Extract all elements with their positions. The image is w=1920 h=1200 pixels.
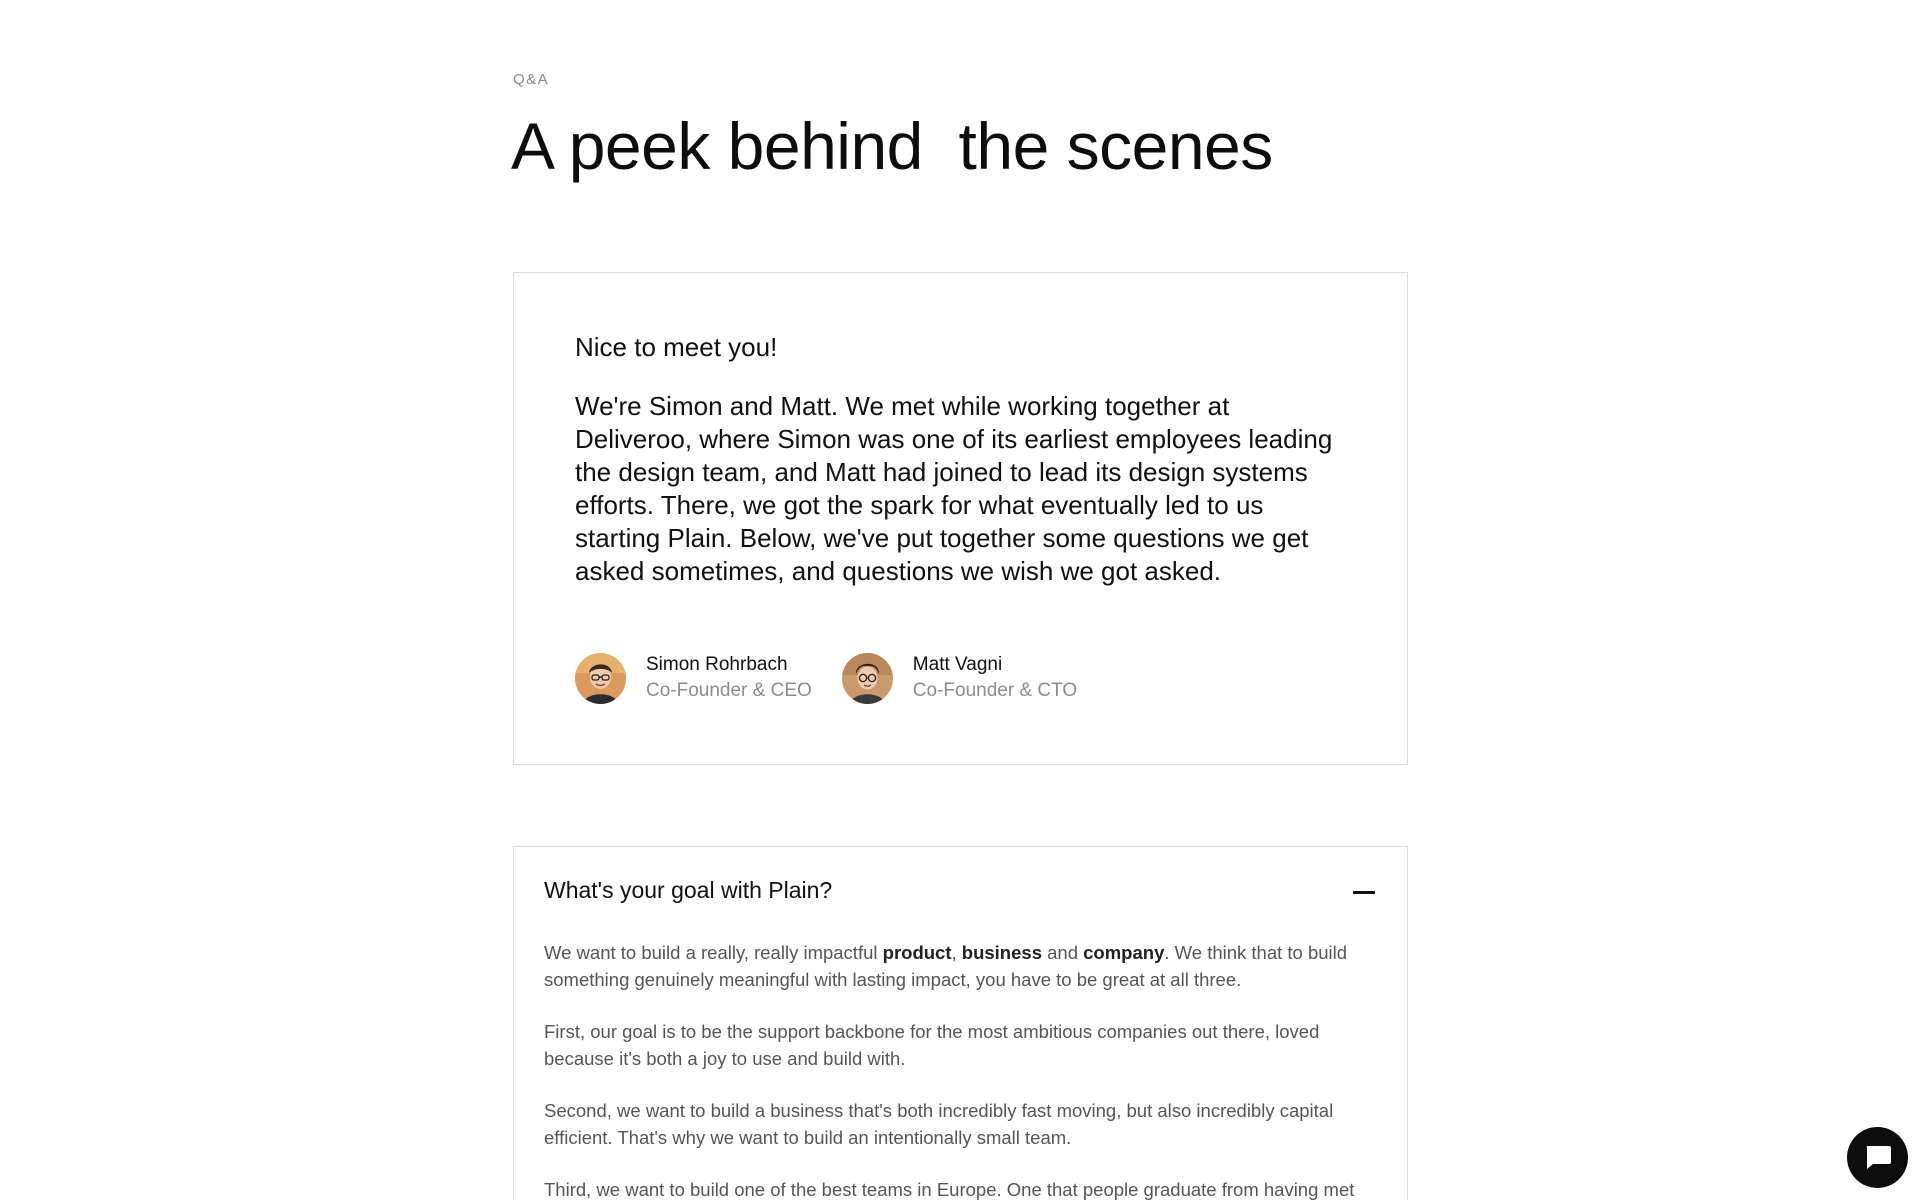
founders-list bbox=[575, 652, 1077, 704]
faq-item bbox=[513, 846, 1408, 1200]
answer-bold-company: company bbox=[1083, 942, 1165, 963]
page-title: A peek behind the scenes bbox=[511, 109, 1273, 183]
avatar bbox=[842, 653, 893, 704]
answer-paragraph bbox=[544, 939, 1384, 993]
founder-info bbox=[913, 652, 1077, 704]
answer-text: , bbox=[951, 942, 962, 963]
section-eyebrow: Q&A bbox=[513, 71, 550, 88]
founder-name: Matt Vagni bbox=[912, 654, 1003, 675]
chat-bubble-icon bbox=[1864, 1145, 1892, 1171]
answer-text: We want to build a really, really impactful bbox=[544, 942, 883, 963]
answer-paragraph: First, our goal is to be the support backbone for the most ambitious companies out there, loved because it's both a joy to use and build with. bbox=[544, 1021, 1320, 1069]
intro-greeting: Nice to meet you! bbox=[575, 332, 778, 362]
founder-role: Co-Founder & CEO bbox=[646, 680, 812, 701]
founder-matt bbox=[842, 652, 1077, 704]
intro-body: We're Simon and Matt. We met while working together at Deliveroo, where Simon was one of its earliest employees leading the design team, and Matt had joined to lead its design systems efforts. There, we got the spark for what eventually led to us starting Plain. Below, we've put together some questions we get asked sometimes, and questions we wish we got asked. bbox=[575, 391, 1333, 586]
founder-simon bbox=[575, 652, 812, 704]
collapse-minus-icon[interactable] bbox=[1353, 891, 1375, 894]
answer-bold-business: business bbox=[961, 942, 1042, 963]
avatar-photo-simon bbox=[575, 653, 626, 704]
answer-text: . We think that to build something genuinely meaningful with lasting impact, you have to be great at all three. bbox=[544, 942, 1348, 990]
intro-card bbox=[513, 272, 1408, 765]
founder-name: Simon Rohrbach bbox=[646, 654, 788, 675]
chat-launcher-button[interactable] bbox=[1847, 1127, 1908, 1188]
answer-bold-product: product bbox=[882, 942, 952, 963]
faq-question[interactable]: What's your goal with Plain? bbox=[544, 877, 833, 903]
founder-info bbox=[646, 652, 812, 704]
answer-paragraph: Third, we want to build one of the best teams in Europe. One that people graduate from having met bbox=[544, 1179, 1355, 1200]
founder-role: Co-Founder & CTO bbox=[912, 680, 1078, 701]
faq-answer bbox=[544, 939, 1384, 1200]
answer-paragraph: Second, we want to build a business that's both incredibly fast moving, but also incredibly capital efficient. That's why we want to build an intentionally small team. bbox=[544, 1100, 1334, 1148]
answer-text: and bbox=[1041, 942, 1084, 963]
avatar-photo-matt bbox=[842, 653, 893, 704]
avatar bbox=[575, 653, 626, 704]
